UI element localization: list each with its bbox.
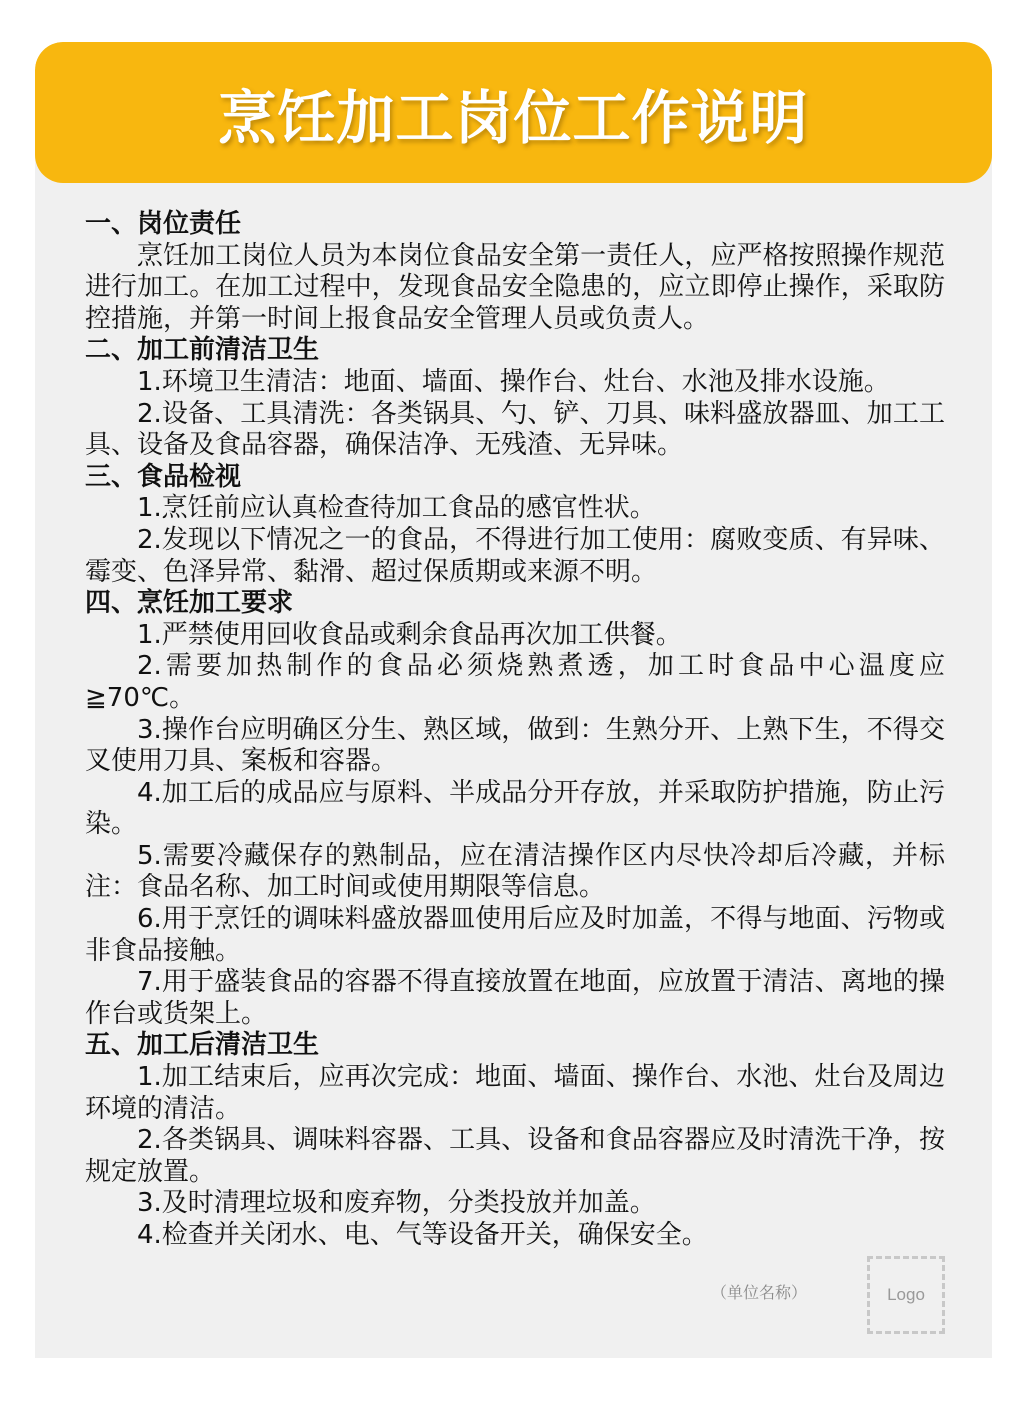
section-heading: 四、烹饪加工要求 [85,588,294,619]
section-paragraph: 2.发现以下情况之一的食品，不得进行加工使用：腐败变质、有异味、霉变、色泽异常、黏滑、超过保质期或来源不明。 [85,524,945,587]
document-card [35,42,992,1358]
section-4 [85,588,945,1030]
section-5 [85,1030,945,1251]
unit-name-label: （单位名称） [711,1283,808,1302]
section-heading: 三、食品检视 [85,461,242,492]
logo-placeholder [867,1256,945,1334]
section-paragraph: 3.操作台应明确区分生、熟区域，做到：生熟分开、上熟下生，不得交叉使用刀具、案板和容器。 [85,714,945,777]
section-paragraph: 1.加工结束后，应再次完成：地面、墙面、操作台、水池、灶台及周边环境的清洁。 [85,1062,945,1124]
section-paragraph: 1.严禁使用回收食品或剩余食品再次加工供餐。 [137,619,682,650]
section-paragraph: 烹饪加工岗位人员为本岗位食品安全第一责任人，应严格按照操作规范进行加工。在加工过程中，发现食品安全隐患的，应立即停止操作，采取防控措施，并第一时间上报食品安全管理人员或负责人。 [85,240,945,334]
section-heading: 五、加工后清洁卫生 [85,1030,320,1061]
title-banner [35,42,992,183]
section-paragraph: 2.需要加热制作的食品必须烧熟煮透，加工时食品中心温度应≧70℃。 [85,651,945,713]
logo-text: Logo [887,1285,925,1304]
section-3 [85,462,945,588]
section-2 [85,335,945,461]
section-paragraph: 6.用于烹饪的调味料盛放器皿使用后应及时加盖，不得与地面、污物或非食品接触。 [85,904,945,966]
section-paragraph: 2.各类锅具、调味料容器、工具、设备和食品容器应及时清洗干净，按规定放置。 [85,1125,945,1187]
section-paragraph: 1.烹饪前应认真检查待加工食品的感官性状。 [137,493,656,524]
section-paragraph: 3.及时清理垃圾和废弃物，分类投放并加盖。 [137,1188,656,1219]
section-paragraph: 5.需要冷藏保存的熟制品，应在清洁操作区内尽快冷却后冷藏，并标注：食品名称、加工时间或使用期限等信息。 [85,840,945,903]
section-heading: 一、岗位责任 [85,209,242,239]
section-paragraph: 1.环境卫生清洁：地面、墙面、操作台、灶台、水池及排水设施。 [137,366,890,397]
section-1 [85,209,945,335]
section-paragraph: 7.用于盛装食品的容器不得直接放置在地面，应放置于清洁、离地的操作台或货架上。 [85,967,945,1029]
section-paragraph: 4.加工后的成品应与原料、半成品分开存放，并采取防护措施，防止污染。 [85,777,945,840]
page-title: 烹饪加工岗位工作说明 [218,83,809,152]
section-paragraph: 4.检查并关闭水、电、气等设备开关，确保安全。 [137,1220,708,1250]
document-body [85,209,945,1252]
section-heading: 二、加工前清洁卫生 [85,335,320,366]
section-paragraph: 2.设备、工具清洗：各类锅具、勺、铲、刀具、味料盛放器皿、加工工具、设备及食品容器，确保洁净、无残渣、无异味。 [85,398,945,461]
